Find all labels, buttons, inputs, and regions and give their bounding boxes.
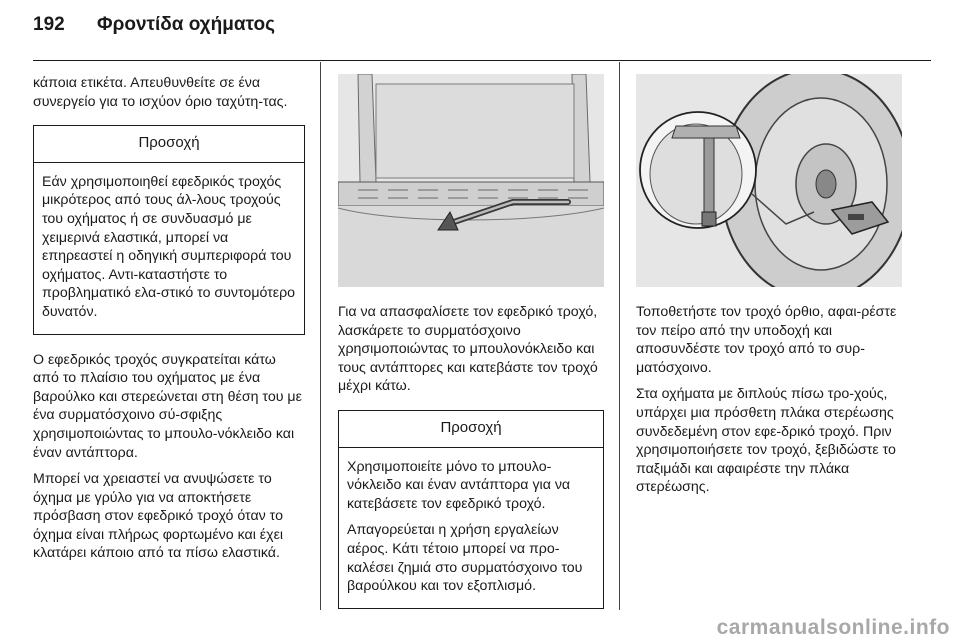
page-header — [33, 14, 275, 36]
caution-text: Απαγορεύεται η χρήση εργαλείων αέρος. Κάτι τέτοιο μπορεί να προ-καλέσει ζημιά στο συρματόσχοινο του βαρούλκου και τον εξοπλισμό. — [347, 522, 583, 595]
watermark: carmanualsonline.info — [716, 616, 950, 639]
paragraph: Για να απασφαλίσετε τον εφεδρικό τροχό, λασκάρετε το συρματόσχοινο χρησιμοποιώντας το μπουλονόκλειδο και τους αντάπτορες και κατεβάστε τον τροχό μέχρι κάτω. — [338, 304, 598, 395]
column-2 — [338, 74, 604, 625]
wrench-illustration — [338, 74, 604, 287]
column-1 — [33, 74, 305, 571]
paragraph: Στα οχήματα με διπλούς πίσω τρο-χούς, υπάρχει μια πρόσθετη πλάκα στερέωσης συνδεδεμένη στον εφε-δρικό τροχό. Πριν χρησιμοποιήσετε τον τροχό, ξεβιδώστε το παξιμάδι και αφαιρέστε την πλάκα στερέωσης. — [636, 386, 896, 496]
caution-box-1 — [33, 125, 305, 334]
column-divider-1 — [320, 62, 321, 610]
paragraph: Τοποθετήστε τον τροχό όρθιο, αφαι-ρέστε τον πείρο από την υποδοχή και αποσυνδέστε τον τροχό από το συρ-ματόσχοινο. — [636, 304, 897, 376]
wrench-bumper-figure — [338, 74, 604, 287]
caution-heading: Προσοχή — [34, 126, 304, 163]
caution-heading: Προσοχή — [339, 411, 603, 448]
column-divider-2 — [619, 62, 620, 610]
caution-text: Εάν χρησιμοποιηθεί εφεδρικός τροχός μικρότερος από τους άλ-λους τροχούς του οχήματος ή σε συνδυασμό με χειμερινά ελαστικά, μπορεί να επηρεαστεί η οδηγική συμπεριφορά του οχήματος. Αντι-καταστήστε το προβληματικό ελα-στικό το συντομότερο δυνατόν. — [42, 173, 296, 320]
paragraph: Μπορεί να χρειαστεί να ανυψώσετε το όχημα με γρύλο για να αποκτήσετε πρόσβαση στον εφεδρικό τροχό όταν το όχημα είναι πλήρως φορτωμένο και έχει κλατάρει κάποιο από τα πίσω ελαστικά. — [33, 471, 284, 562]
page-title: Φροντίδα οχήματος — [97, 14, 275, 35]
page-number: 192 — [33, 14, 65, 35]
caution-text: Χρησιμοποιείτε μόνο το μπουλο-νόκλειδο και έναν αντάπτορα για να κατεβάσετε τον εφεδρικό τροχό. — [347, 458, 571, 512]
column-3 — [636, 74, 912, 505]
header-rule — [33, 60, 931, 61]
spare-wheel-figure — [636, 74, 902, 287]
paragraph: Ο εφεδρικός τροχός συγκρατείται κάτω από το πλαίσιο του οχήματος με ένα βαρούλκο και στερεώνεται στη θέση του με ένα συρματόσχοινο σύ-σφιξης χρησιμοποιώντας το μπουλο-νόκλειδο και έναν αντάπτορα. — [33, 351, 302, 461]
spare-wheel-illustration — [636, 74, 902, 287]
caution-box-2 — [338, 410, 604, 609]
intro-text: κάποια ετικέτα. Απευθυνθείτε σε ένα συνεργείο για το ισχύον όριο ταχύτη-τας. — [33, 75, 288, 110]
